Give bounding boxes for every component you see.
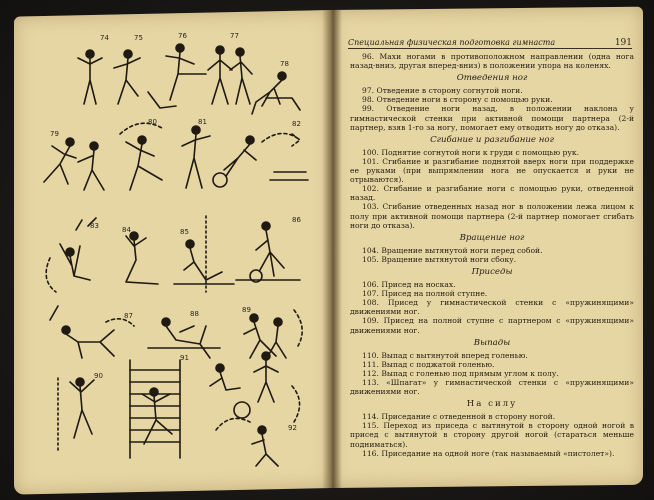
exercise-paragraph: 110. Выпад с вытянутой вперед голенью. <box>362 350 528 360</box>
figure-number: 89 <box>242 306 251 314</box>
exercise-paragraph: 97. Отведение в сторону согнутой ноги. <box>362 86 523 96</box>
exercise-paragraph: 116. Приседание на одной ноге (так называемый «пистолет»). <box>362 448 615 458</box>
section-heading: Выпады <box>473 337 511 348</box>
exercise-paragraph: 99. Отведение ноги назад, в положении наклона у гимнастической стенки при активной помощи партнера (2-й партнер, взяв 1-го за ногу, помогает ему отводить ногу до отказа). <box>350 104 634 132</box>
figure-87 <box>50 306 134 358</box>
figure-number: 78 <box>280 60 289 68</box>
exercise-paragraph: 114. Приседание с отведенной в сторону ногой. <box>362 412 556 422</box>
exercise-paragraph: 108. Присед у гимнастической стенки с «пружинящими» движениями ног. <box>350 298 634 317</box>
figure-number: 80 <box>148 118 157 126</box>
figure-number: 83 <box>90 222 99 230</box>
exercise-paragraph: 107. Присед на полной ступне. <box>362 289 488 299</box>
figure-number: 76 <box>178 32 187 40</box>
figure-80 <box>120 123 162 190</box>
figure-number: 84 <box>122 226 131 234</box>
section-heading: Сгибание и разгибание ног <box>430 134 554 145</box>
figure-number: 79 <box>50 130 59 138</box>
figure-89 <box>244 310 302 358</box>
figure-92 <box>210 352 300 466</box>
exercise-paragraph: 96. Махи ногами в противоположном направлении (одна нога назад-вниз, другая вперед-вниз) в положении упора на коленях. <box>350 52 634 71</box>
figure-number: 88 <box>190 310 199 318</box>
exercise-paragraph: 98. Отведение ноги в сторону с помощью руки. <box>362 95 553 105</box>
figure-number: 91 <box>180 354 189 362</box>
figure-77 <box>208 46 252 104</box>
figure-number: 75 <box>134 34 143 42</box>
figure-number: 77 <box>230 32 239 40</box>
exercise-paragraph: 104. Вращение вытянутой ноги перед собой. <box>362 245 543 255</box>
exercise-paragraph: 113. «Шпагат» у гимнастической стенки с «пружинящими» движениями ног. <box>350 378 634 397</box>
exercise-illustrations <box>30 30 320 470</box>
figure-79 <box>44 138 104 190</box>
figure-number: 81 <box>198 118 207 126</box>
exercise-paragraph: 103. Сгибание отведенных назад ног в положении лежа лицом к полу при активной помощи партнера (2-й партнер помогает сгибать ноги до отказа). <box>350 202 634 230</box>
figure-number: 82 <box>292 120 301 128</box>
figure-90 <box>58 378 94 450</box>
figure-84 <box>126 232 158 284</box>
exercise-paragraph: 112. Выпад с голенью под прямым углом к полу. <box>362 368 559 378</box>
exercise-paragraph: 105. Вращение вытянутой ноги сбоку. <box>362 254 517 264</box>
figure-number: 85 <box>180 228 189 236</box>
figure-83 <box>46 218 96 292</box>
figure-number: 90 <box>94 372 103 380</box>
figure-86 <box>236 222 300 282</box>
page-number: 191 <box>614 38 632 48</box>
running-head <box>348 38 632 49</box>
exercise-paragraph: 111. Выпад с поджатой голенью. <box>362 359 495 369</box>
page-text <box>350 52 634 458</box>
exercise-paragraph: 109. Присед на полной ступне с партнером с «пружинящими» движениями ног. <box>350 316 634 335</box>
exercise-paragraph: 100. Поднятие согнутой ноги к груди с помощью рук. <box>362 147 579 157</box>
figure-78 <box>252 72 300 114</box>
figure-number: 74 <box>100 34 109 42</box>
section-heading: Вращение ног <box>459 232 525 243</box>
section-heading: Отведения ног <box>456 73 528 84</box>
exercise-paragraph: 101. Сгибание и разгибание поднятой вверх ноги при поддержке ее руками (при выпрямлении нога не опускается и руки не отрываются). <box>350 156 634 185</box>
exercise-figures-drawing <box>30 30 320 470</box>
figure-number: 86 <box>292 216 301 224</box>
figure-75 <box>114 50 140 104</box>
figure-number: 92 <box>288 424 297 432</box>
figure-74 <box>78 50 102 104</box>
figure-81 <box>182 126 210 188</box>
exercise-paragraph: 102. Сгибание и разгибание ноги с помощью руки, отведенной назад. <box>350 184 634 203</box>
exercise-paragraph: 115. Переход из приседа с вытянутой в сторону одной ногой в присед с вытянутой в сторону другой ногой (стараться меньше подниматься). <box>350 421 634 449</box>
figure-76 <box>148 44 206 108</box>
running-head-title: Специальная физическая подготовка гимнаста <box>348 38 556 47</box>
section-heading: Приседы <box>471 266 513 277</box>
figure-82 <box>213 133 308 187</box>
exercise-paragraph: 106. Присед на носках. <box>362 280 456 290</box>
figure-88 <box>148 318 220 358</box>
section-heading: На силу <box>466 399 518 410</box>
figure-91 <box>130 360 180 458</box>
figure-number: 87 <box>124 312 133 320</box>
